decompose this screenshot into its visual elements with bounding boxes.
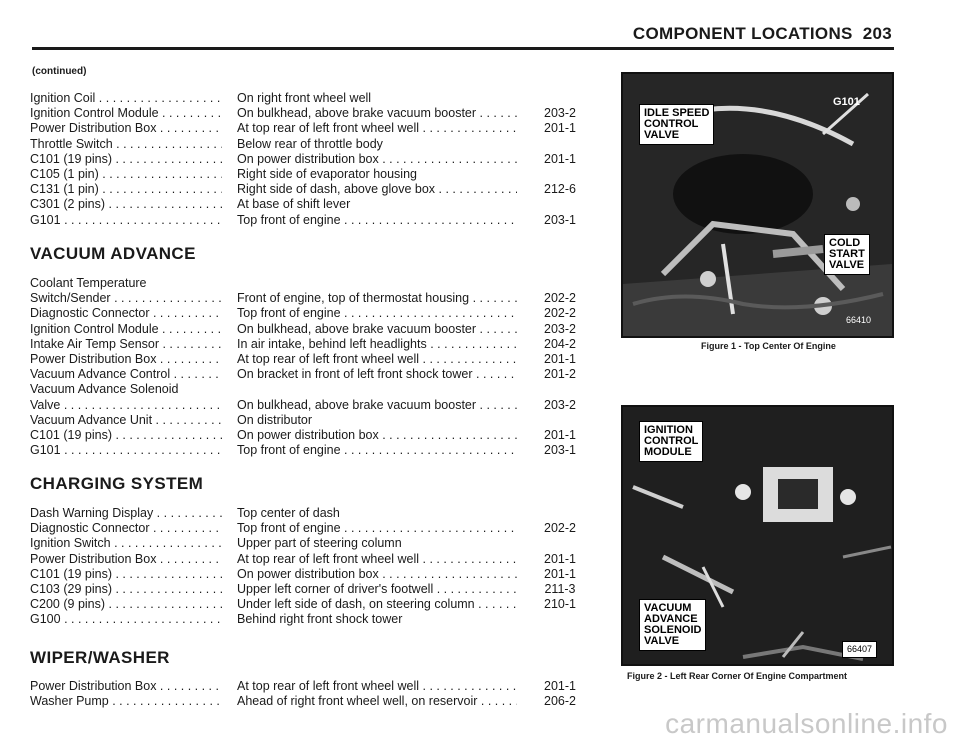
list-item — [30, 552, 590, 567]
list-item — [30, 506, 590, 521]
list-item — [30, 167, 590, 182]
component-location: Behind right front shock tower — [237, 612, 403, 627]
component-location: On power distribution box . . . — [237, 428, 517, 443]
figure-reference: 201-1 — [544, 352, 576, 366]
watermark: carmanualsonline.info — [665, 708, 948, 739]
component-name: Power Distribution Box . . . — [30, 352, 222, 367]
component-name: G101 . . . — [30, 213, 222, 228]
list-item — [30, 121, 590, 136]
component-name: Vacuum Advance Control . . . — [30, 367, 222, 382]
figure-reference: 203-2 — [544, 397, 576, 412]
figure-reference: 201-2 — [544, 367, 576, 382]
component-location: Below rear of throttle body — [237, 136, 383, 151]
component-name: Ignition Control Module . . . — [30, 106, 222, 121]
component-name: Ignition Switch . . . — [30, 536, 222, 551]
figure-reference: 203-1 — [544, 443, 576, 458]
list-item — [30, 521, 590, 536]
figure-reference: 201-1 — [544, 151, 576, 166]
component-location: Top center of dash — [237, 506, 340, 520]
continued-label: (continued) — [32, 66, 87, 77]
component-location: At top rear of left front wheel well . . . — [237, 121, 517, 136]
component-name: Power Distribution Box . . . — [30, 679, 222, 694]
component-location: On bulkhead, above brake vacuum booster . . . — [237, 106, 517, 121]
header-rule — [32, 47, 894, 50]
list-item — [30, 337, 590, 352]
list-item — [30, 197, 590, 212]
header-title: COMPONENT LOCATIONS — [632, 24, 853, 43]
figure-reference: 201-1 — [544, 566, 576, 581]
page-number: 203 — [862, 24, 892, 43]
component-name: C301 (2 pins) . . . — [30, 197, 222, 212]
label-idle-speed-control-valve: IDLE SPEED CONTROL VALVE — [639, 104, 714, 145]
figure-reference: 201-1 — [544, 428, 576, 442]
component-name: Coolant Temperature — [30, 276, 147, 290]
figure-reference: 202-2 — [544, 306, 576, 321]
list-item — [30, 413, 590, 428]
label-cold-start-valve: COLD START VALVE — [824, 234, 870, 275]
list-item — [30, 694, 590, 709]
component-location: Top front of engine . . . — [237, 521, 517, 536]
list-item — [30, 679, 590, 694]
list-item — [30, 428, 590, 443]
component-location: Front of engine, top of thermostat housing . . . — [237, 291, 517, 306]
component-location: In air intake, behind left headlights . . . — [237, 337, 517, 352]
figure-reference: 202-2 — [544, 521, 576, 536]
component-location: Ahead of right front wheel well, on reservoir . . . — [237, 694, 517, 709]
section-title-vacuum: VACUUM ADVANCE — [30, 244, 196, 263]
component-name: C105 (1 pin) . . . — [30, 167, 222, 182]
component-name: C200 (9 pins) . . . — [30, 597, 222, 612]
component-location: On power distribution box . . . — [237, 152, 517, 167]
list-item — [30, 536, 590, 551]
list-item — [30, 597, 590, 612]
label-g101: G101 — [833, 96, 860, 108]
component-location: On bracket in front of left front shock tower . . . — [237, 367, 517, 382]
figure2-number: 66407 — [842, 641, 877, 658]
component-name: Ignition Control Module . . . — [30, 322, 222, 337]
component-location: Right side of dash, above glove box . . . — [237, 182, 517, 197]
component-name: G100 . . . — [30, 612, 222, 627]
figure-reference: 204-2 — [544, 336, 576, 351]
list-item — [30, 582, 590, 597]
list-item — [30, 91, 590, 106]
component-location: On bulkhead, above brake vacuum booster . . . — [237, 398, 517, 413]
component-name: C101 (19 pins) . . . — [30, 152, 222, 167]
list-item — [30, 398, 590, 413]
figure-reference: 210-1 — [544, 597, 576, 612]
component-name: Diagnostic Connector . . . — [30, 306, 222, 321]
list-item — [30, 291, 590, 306]
component-name: Vacuum Advance Solenoid — [30, 382, 179, 397]
figure1-caption: Figure 1 - Top Center Of Engine — [701, 341, 836, 351]
list-item — [30, 382, 590, 397]
component-name: C101 (19 pins) . . . — [30, 567, 222, 582]
figure2-caption: Figure 2 - Left Rear Corner Of Engine Compartment — [627, 671, 848, 681]
figure-reference: 201-1 — [544, 121, 576, 136]
list-item — [30, 106, 590, 121]
list-item — [30, 213, 590, 228]
list-item — [30, 137, 590, 152]
label-vacuum-advance-solenoid-valve: VACUUM ADVANCE SOLENOID VALVE — [639, 599, 706, 651]
list-item — [30, 182, 590, 197]
list-item — [30, 443, 590, 458]
component-location: Upper left corner of driver's footwell . . . — [237, 582, 517, 597]
figure-reference: 212-6 — [544, 182, 576, 197]
component-location: Top front of engine . . . — [237, 213, 517, 228]
component-location: At top rear of left front wheel well . . . — [237, 679, 517, 694]
component-name: Power Distribution Box . . . — [30, 552, 222, 567]
component-location: At base of shift lever — [237, 197, 351, 212]
component-location: On power distribution box . . . — [237, 567, 517, 582]
figure-reference: 202-2 — [544, 291, 576, 306]
figure-reference: 203-2 — [544, 106, 576, 121]
component-name: Power Distribution Box . . . — [30, 121, 222, 136]
figure-reference: 206-2 — [544, 694, 576, 709]
figure-reference: 201-1 — [544, 551, 576, 566]
component-location: At top rear of left front wheel well . . . — [237, 552, 517, 567]
list-item — [30, 322, 590, 337]
component-name: Washer Pump . . . — [30, 694, 222, 709]
list-item — [30, 567, 590, 582]
component-location: On right front wheel well — [237, 91, 372, 105]
component-name: Dash Warning Display . . . — [30, 506, 222, 521]
list-item — [30, 367, 590, 382]
section-title-charging: CHARGING SYSTEM — [30, 474, 204, 493]
label-ignition-control-module: IGNITION CONTROL MODULE — [639, 421, 703, 462]
component-location: Under left side of dash, on steering column . . . — [237, 597, 517, 612]
component-name: Switch/Sender . . . — [30, 291, 222, 306]
component-name: Diagnostic Connector . . . — [30, 521, 222, 536]
component-name: Intake Air Temp Sensor . . . — [30, 337, 222, 352]
list-item — [30, 612, 590, 627]
component-location: Right side of evaporator housing — [237, 167, 417, 181]
component-name: Ignition Coil . . . — [30, 91, 222, 106]
figure-reference: 211-3 — [544, 582, 576, 596]
list-item — [30, 352, 590, 367]
component-name: Throttle Switch . . . — [30, 137, 222, 152]
component-name: C103 (29 pins) . . . — [30, 582, 222, 597]
component-name: Vacuum Advance Unit . . . — [30, 413, 222, 428]
list-item — [30, 152, 590, 167]
page-header — [620, 24, 892, 48]
component-name: G101 . . . — [30, 443, 222, 458]
component-name: C131 (1 pin) . . . — [30, 182, 222, 197]
figure1-number: 66410 — [846, 315, 872, 325]
figure1-photo — [621, 72, 894, 338]
figure-reference: 203-2 — [544, 321, 576, 336]
component-name: C101 (19 pins) . . . — [30, 428, 222, 443]
component-location: Top front of engine . . . — [237, 306, 517, 321]
component-location: Top front of engine . . . — [237, 443, 517, 458]
figure-reference: 203-1 — [544, 212, 576, 227]
component-location: At top rear of left front wheel well . . . — [237, 352, 517, 367]
component-name: Valve . . . — [30, 398, 222, 413]
figure-reference: 201-1 — [544, 679, 576, 693]
section-title-wiper: WIPER/WASHER — [30, 648, 170, 667]
component-location: Upper part of steering column — [237, 536, 402, 551]
component-location: On bulkhead, above brake vacuum booster . . . — [237, 322, 517, 337]
component-location: On distributor — [237, 412, 313, 427]
list-item — [30, 306, 590, 321]
figure2-photo — [621, 405, 894, 666]
list-item — [30, 276, 590, 291]
